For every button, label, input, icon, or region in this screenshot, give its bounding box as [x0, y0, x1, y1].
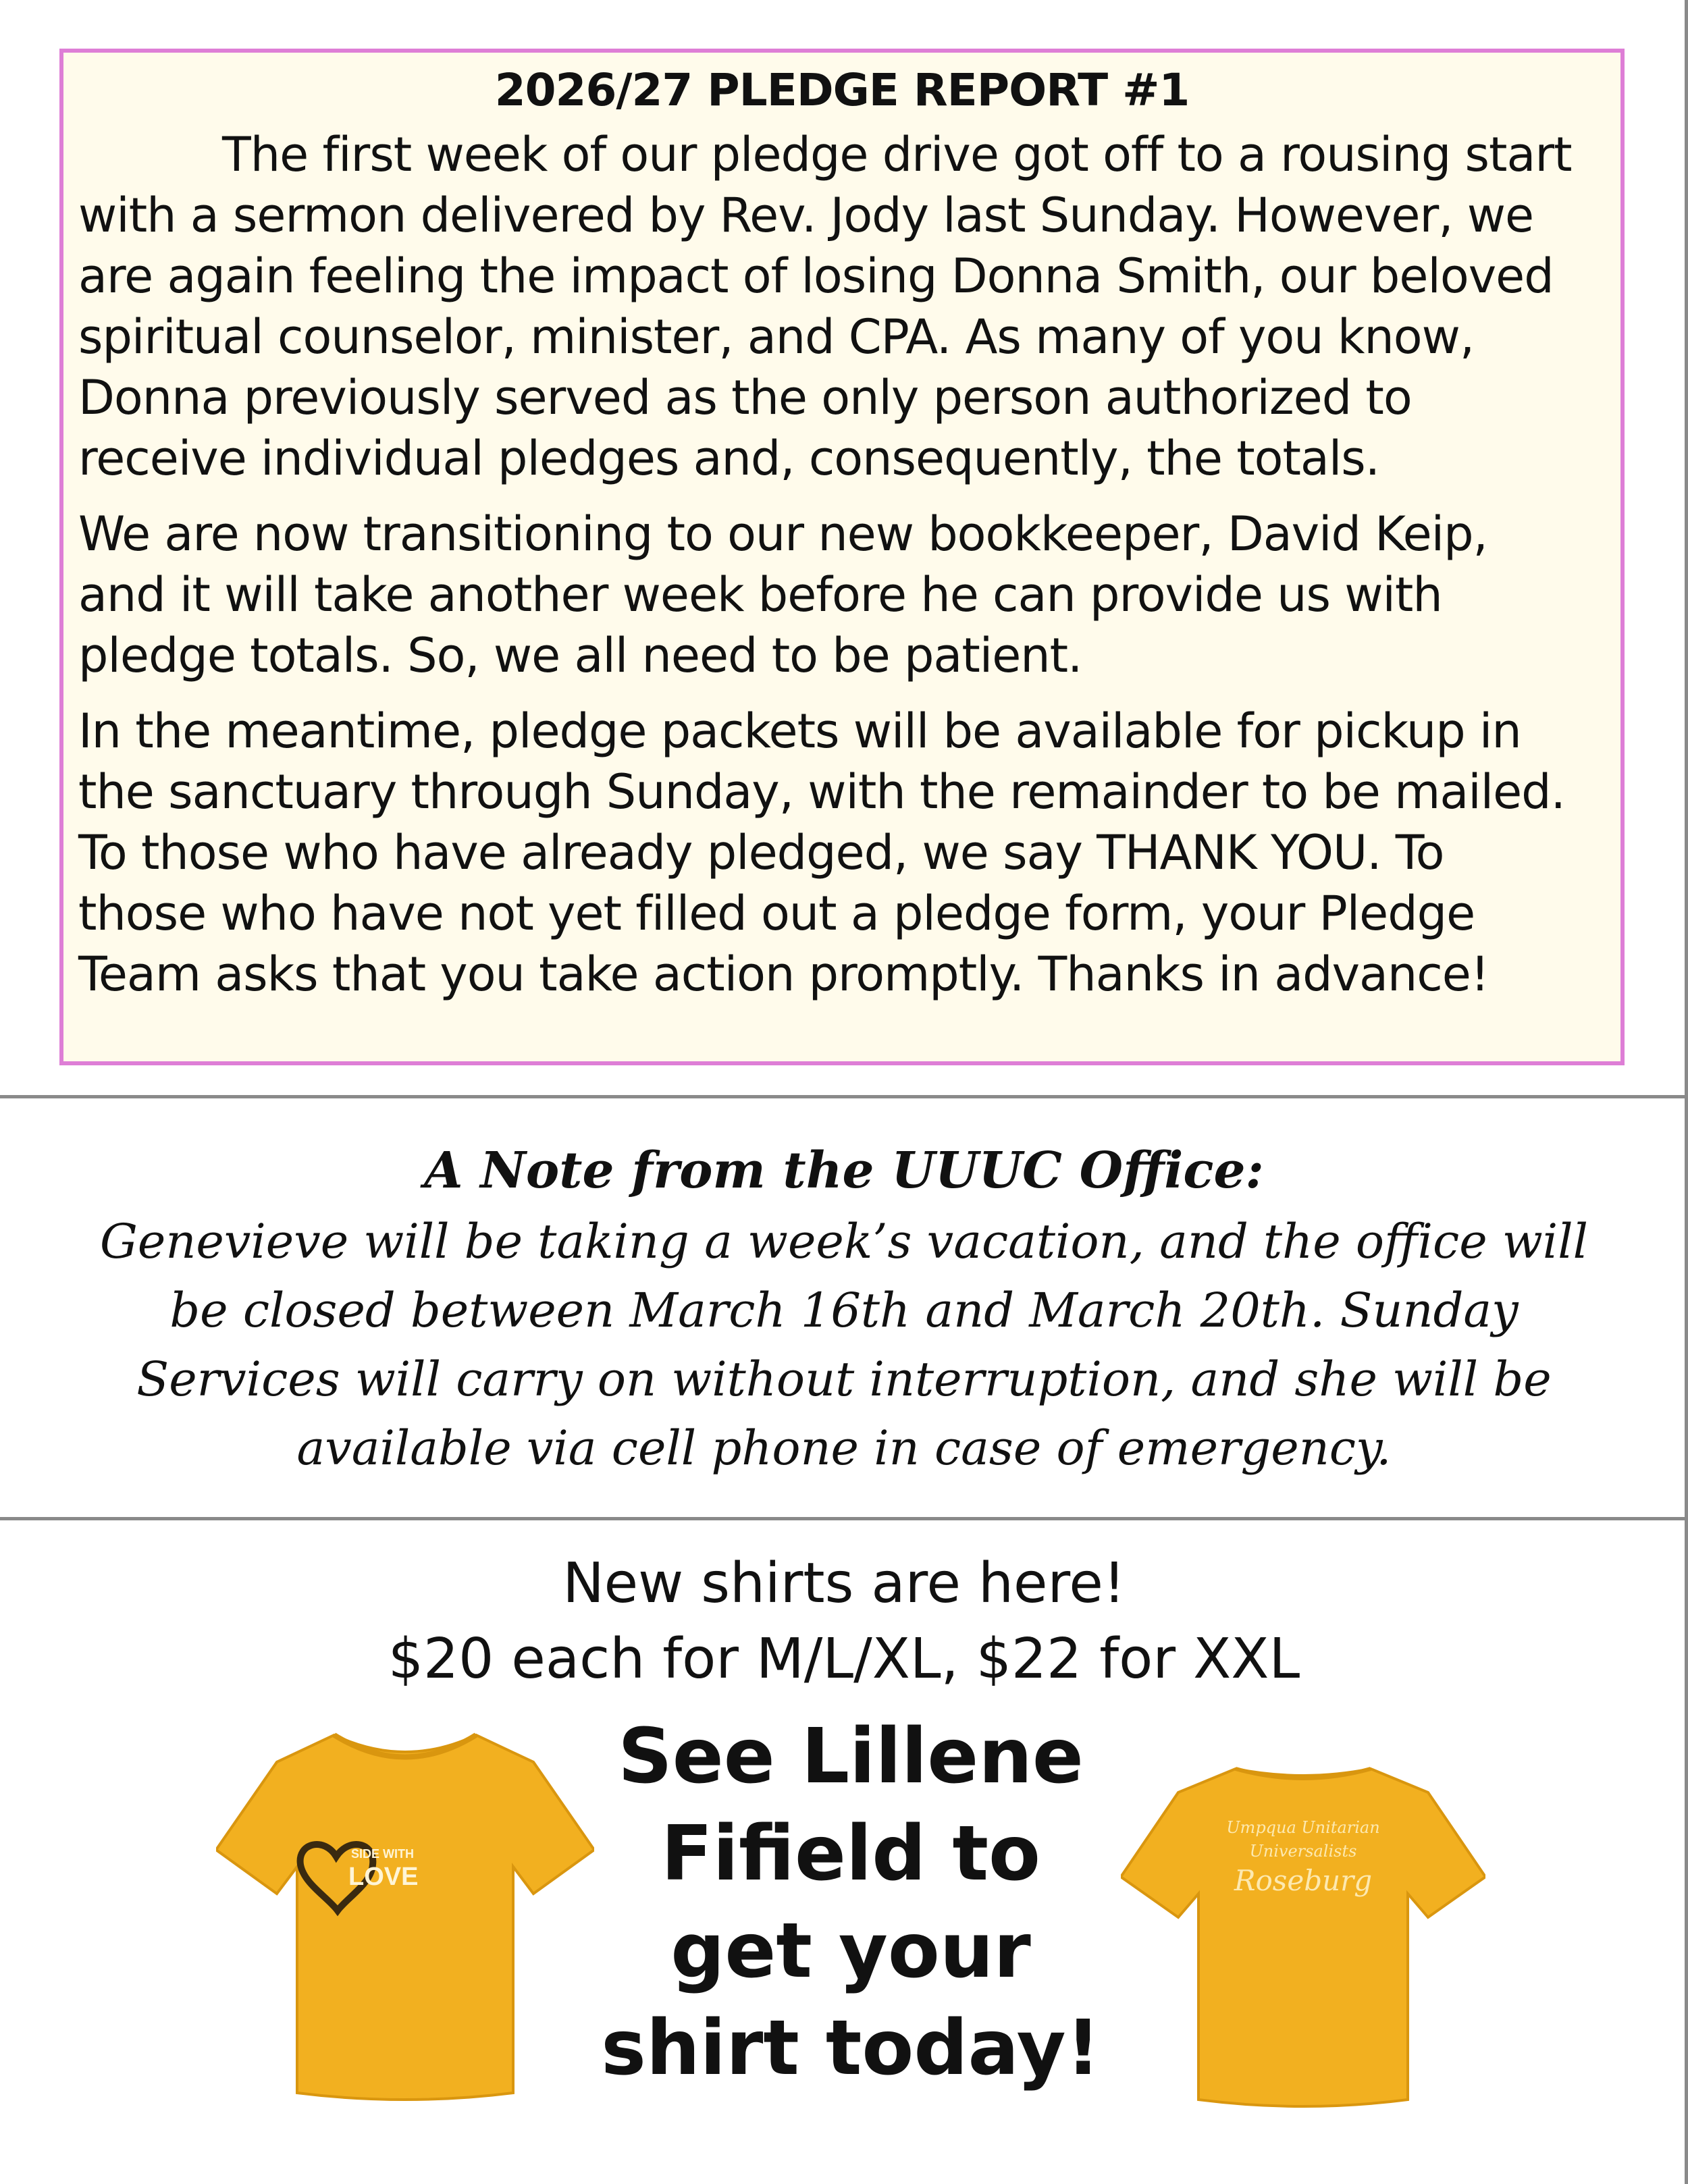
pledge-p1-line: Donna previously served as the only person authorized to	[78, 370, 1412, 425]
office-note-line: be closed between March 16th and March 20th. Sunday	[169, 1283, 1519, 1338]
office-note-body	[0, 1207, 1688, 1483]
pledge-p3-line: To those who have already pledged, we say THANK YOU. To	[78, 825, 1444, 880]
pledge-p3-line: those who have not yet filled out a pledge form, your Pledge	[78, 886, 1475, 941]
shirt-back-image	[1121, 1749, 1485, 2113]
back-print-line3: Roseburg	[1234, 1864, 1373, 1897]
pledge-paragraph-3	[78, 701, 1606, 1005]
front-logo-line2: LOVE	[348, 1863, 419, 1891]
shirt-callout	[581, 1708, 1121, 2097]
section-divider	[0, 1517, 1688, 1520]
office-note-title: A Note from the UUUC Office:	[424, 1142, 1264, 1200]
pledge-p1-line: The first week of our pledge drive got off to a rousing start	[222, 127, 1572, 182]
callout-line: get your	[670, 1907, 1031, 1995]
callout-line: Fifield to	[661, 1810, 1040, 1898]
pledge-p2-line: We are now transitioning to our new bookkeeper, David Keip,	[78, 506, 1487, 562]
pledge-report-title: 2026/27 PLEDGE REPORT #1	[494, 64, 1190, 116]
shirts-announcement: New shirts are here!	[562, 1551, 1126, 1616]
pledge-report-box	[59, 49, 1625, 1065]
pledge-paragraph-2	[78, 504, 1606, 686]
office-note-line: available via cell phone in case of emergency.	[296, 1420, 1392, 1476]
pledge-p3-line: In the meantime, pledge packets will be available for pickup in	[78, 703, 1521, 759]
office-note-line: Genevieve will be taking a week’s vacation, and the office will	[100, 1214, 1588, 1269]
pledge-p1-line: are again feeling the impact of losing Donna Smith, our beloved	[78, 248, 1554, 304]
page-right-rule	[1685, 0, 1688, 2184]
pledge-paragraph-1	[78, 124, 1606, 489]
section-divider	[0, 1095, 1688, 1098]
office-note-section	[0, 1134, 1688, 1483]
shirts-price: $20 each for M/L/XL, $22 for XXL	[388, 1627, 1300, 1691]
callout-line: shirt today!	[601, 2004, 1101, 2092]
shirts-heading	[0, 1546, 1688, 1697]
pledge-p1-line: receive individual pledges and, consequently, the totals.	[78, 431, 1379, 486]
pledge-p3-line: Team asks that you take action promptly. Thanks in advance!	[78, 947, 1489, 1002]
back-print-line2: Universalists	[1249, 1842, 1357, 1861]
pledge-p1-line: with a sermon delivered by Rev. Jody last Sunday. However, we	[78, 188, 1534, 243]
office-note-line: Services will carry on without interruption, and she will be	[136, 1352, 1552, 1407]
shirt-front-image	[216, 1715, 594, 2106]
pledge-p2-line: pledge totals. So, we all need to be patient.	[78, 628, 1082, 683]
callout-line: See Lillene	[618, 1713, 1084, 1801]
pledge-p3-line: the sanctuary through Sunday, with the remainder to be mailed.	[78, 764, 1565, 820]
front-logo-line1: SIDE WITH	[351, 1847, 414, 1861]
back-print-line1: Umpqua Unitarian	[1226, 1818, 1380, 1837]
pledge-p2-line: and it will take another week before he can provide us with	[78, 567, 1442, 622]
pledge-p1-line: spiritual counselor, minister, and CPA. As many of you know,	[78, 309, 1475, 365]
